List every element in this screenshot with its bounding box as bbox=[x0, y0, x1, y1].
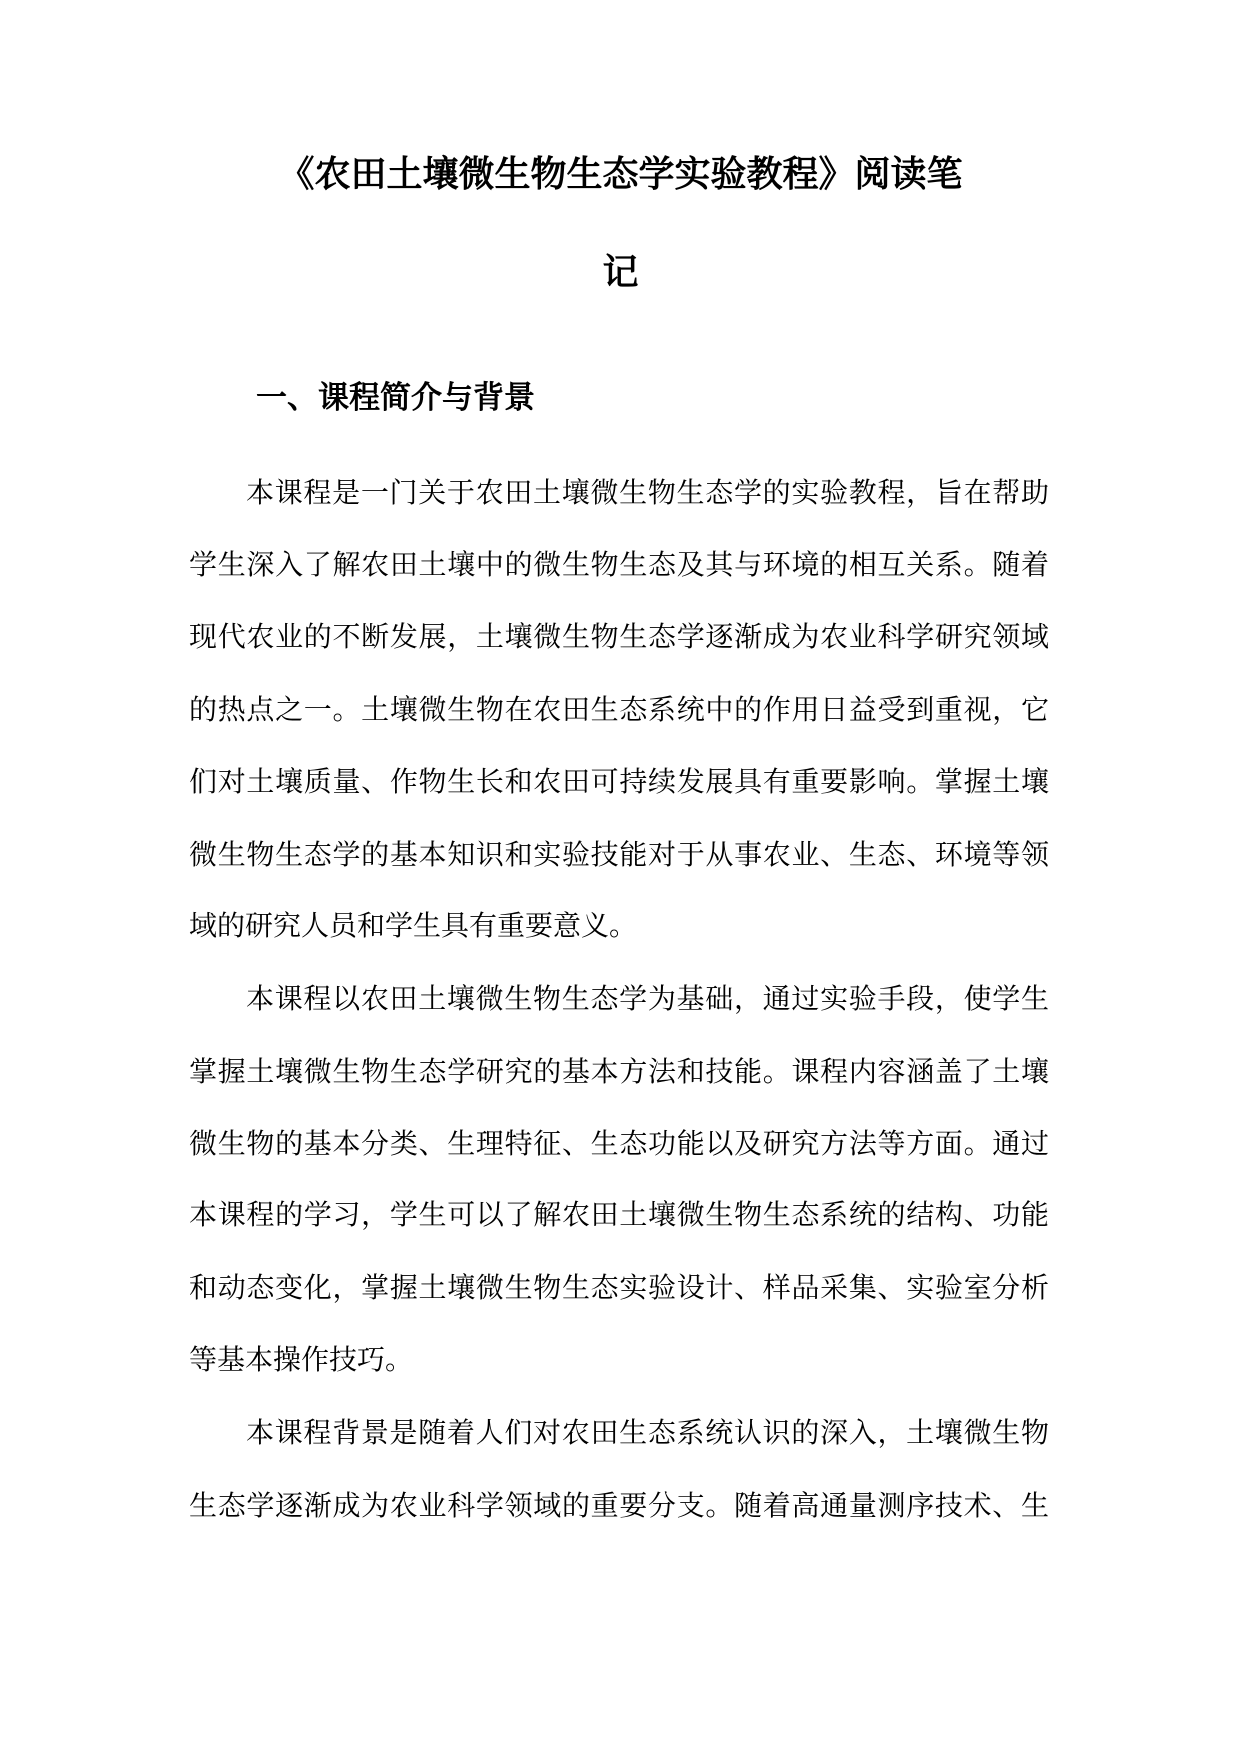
paragraph-line: 学生深入了解农田土壤中的微生物生态及其与环境的相互关系。随着 bbox=[189, 548, 1049, 581]
paragraph-line: 微生物生态学的基本知识和实验技能对于从事农业、生态、环境等领 bbox=[189, 838, 1049, 871]
paragraph-line: 等基本操作技巧。 bbox=[189, 1343, 414, 1376]
paragraph-line: 和动态变化，掌握土壤微生物生态实验设计、样品采集、实验室分析 bbox=[189, 1271, 1049, 1304]
section-heading: 一、课程简介与背景 bbox=[256, 380, 535, 416]
paragraph-line: 的热点之一。土壤微生物在农田生态系统中的作用日益受到重视，它 bbox=[189, 693, 1049, 726]
paragraph-line: 生态学逐渐成为农业科学领域的重要分支。随着高通量测序技术、生 bbox=[189, 1489, 1049, 1522]
paragraph-line: 本课程是一门关于农田土壤微生物生态学的实验教程，旨在帮助 bbox=[246, 476, 1049, 509]
paragraph-line: 们对土壤质量、作物生长和农田可持续发展具有重要影响。掌握土壤 bbox=[189, 765, 1049, 798]
paragraph-line: 本课程背景是随着人们对农田生态系统认识的深入，土壤微生物 bbox=[246, 1416, 1049, 1449]
document-title-line-2: 记 bbox=[602, 251, 639, 293]
document-title-line-1: 《农田土壤微生物生态学实验教程》阅读笔 bbox=[278, 153, 963, 195]
paragraph-line: 现代农业的不断发展，土壤微生物生态学逐渐成为农业科学研究领域 bbox=[189, 620, 1049, 653]
paragraph-line: 微生物的基本分类、生理特征、生态功能以及研究方法等方面。通过 bbox=[189, 1127, 1049, 1160]
paragraph-line: 域的研究人员和学生具有重要意义。 bbox=[189, 909, 638, 942]
paragraph-line: 掌握土壤微生物生态学研究的基本方法和技能。课程内容涵盖了土壤 bbox=[189, 1055, 1049, 1088]
paragraph-line: 本课程以农田土壤微生物生态学为基础，通过实验手段，使学生 bbox=[246, 982, 1049, 1015]
paragraph-line: 本课程的学习，学生可以了解农田土壤微生物生态系统的结构、功能 bbox=[189, 1198, 1049, 1231]
